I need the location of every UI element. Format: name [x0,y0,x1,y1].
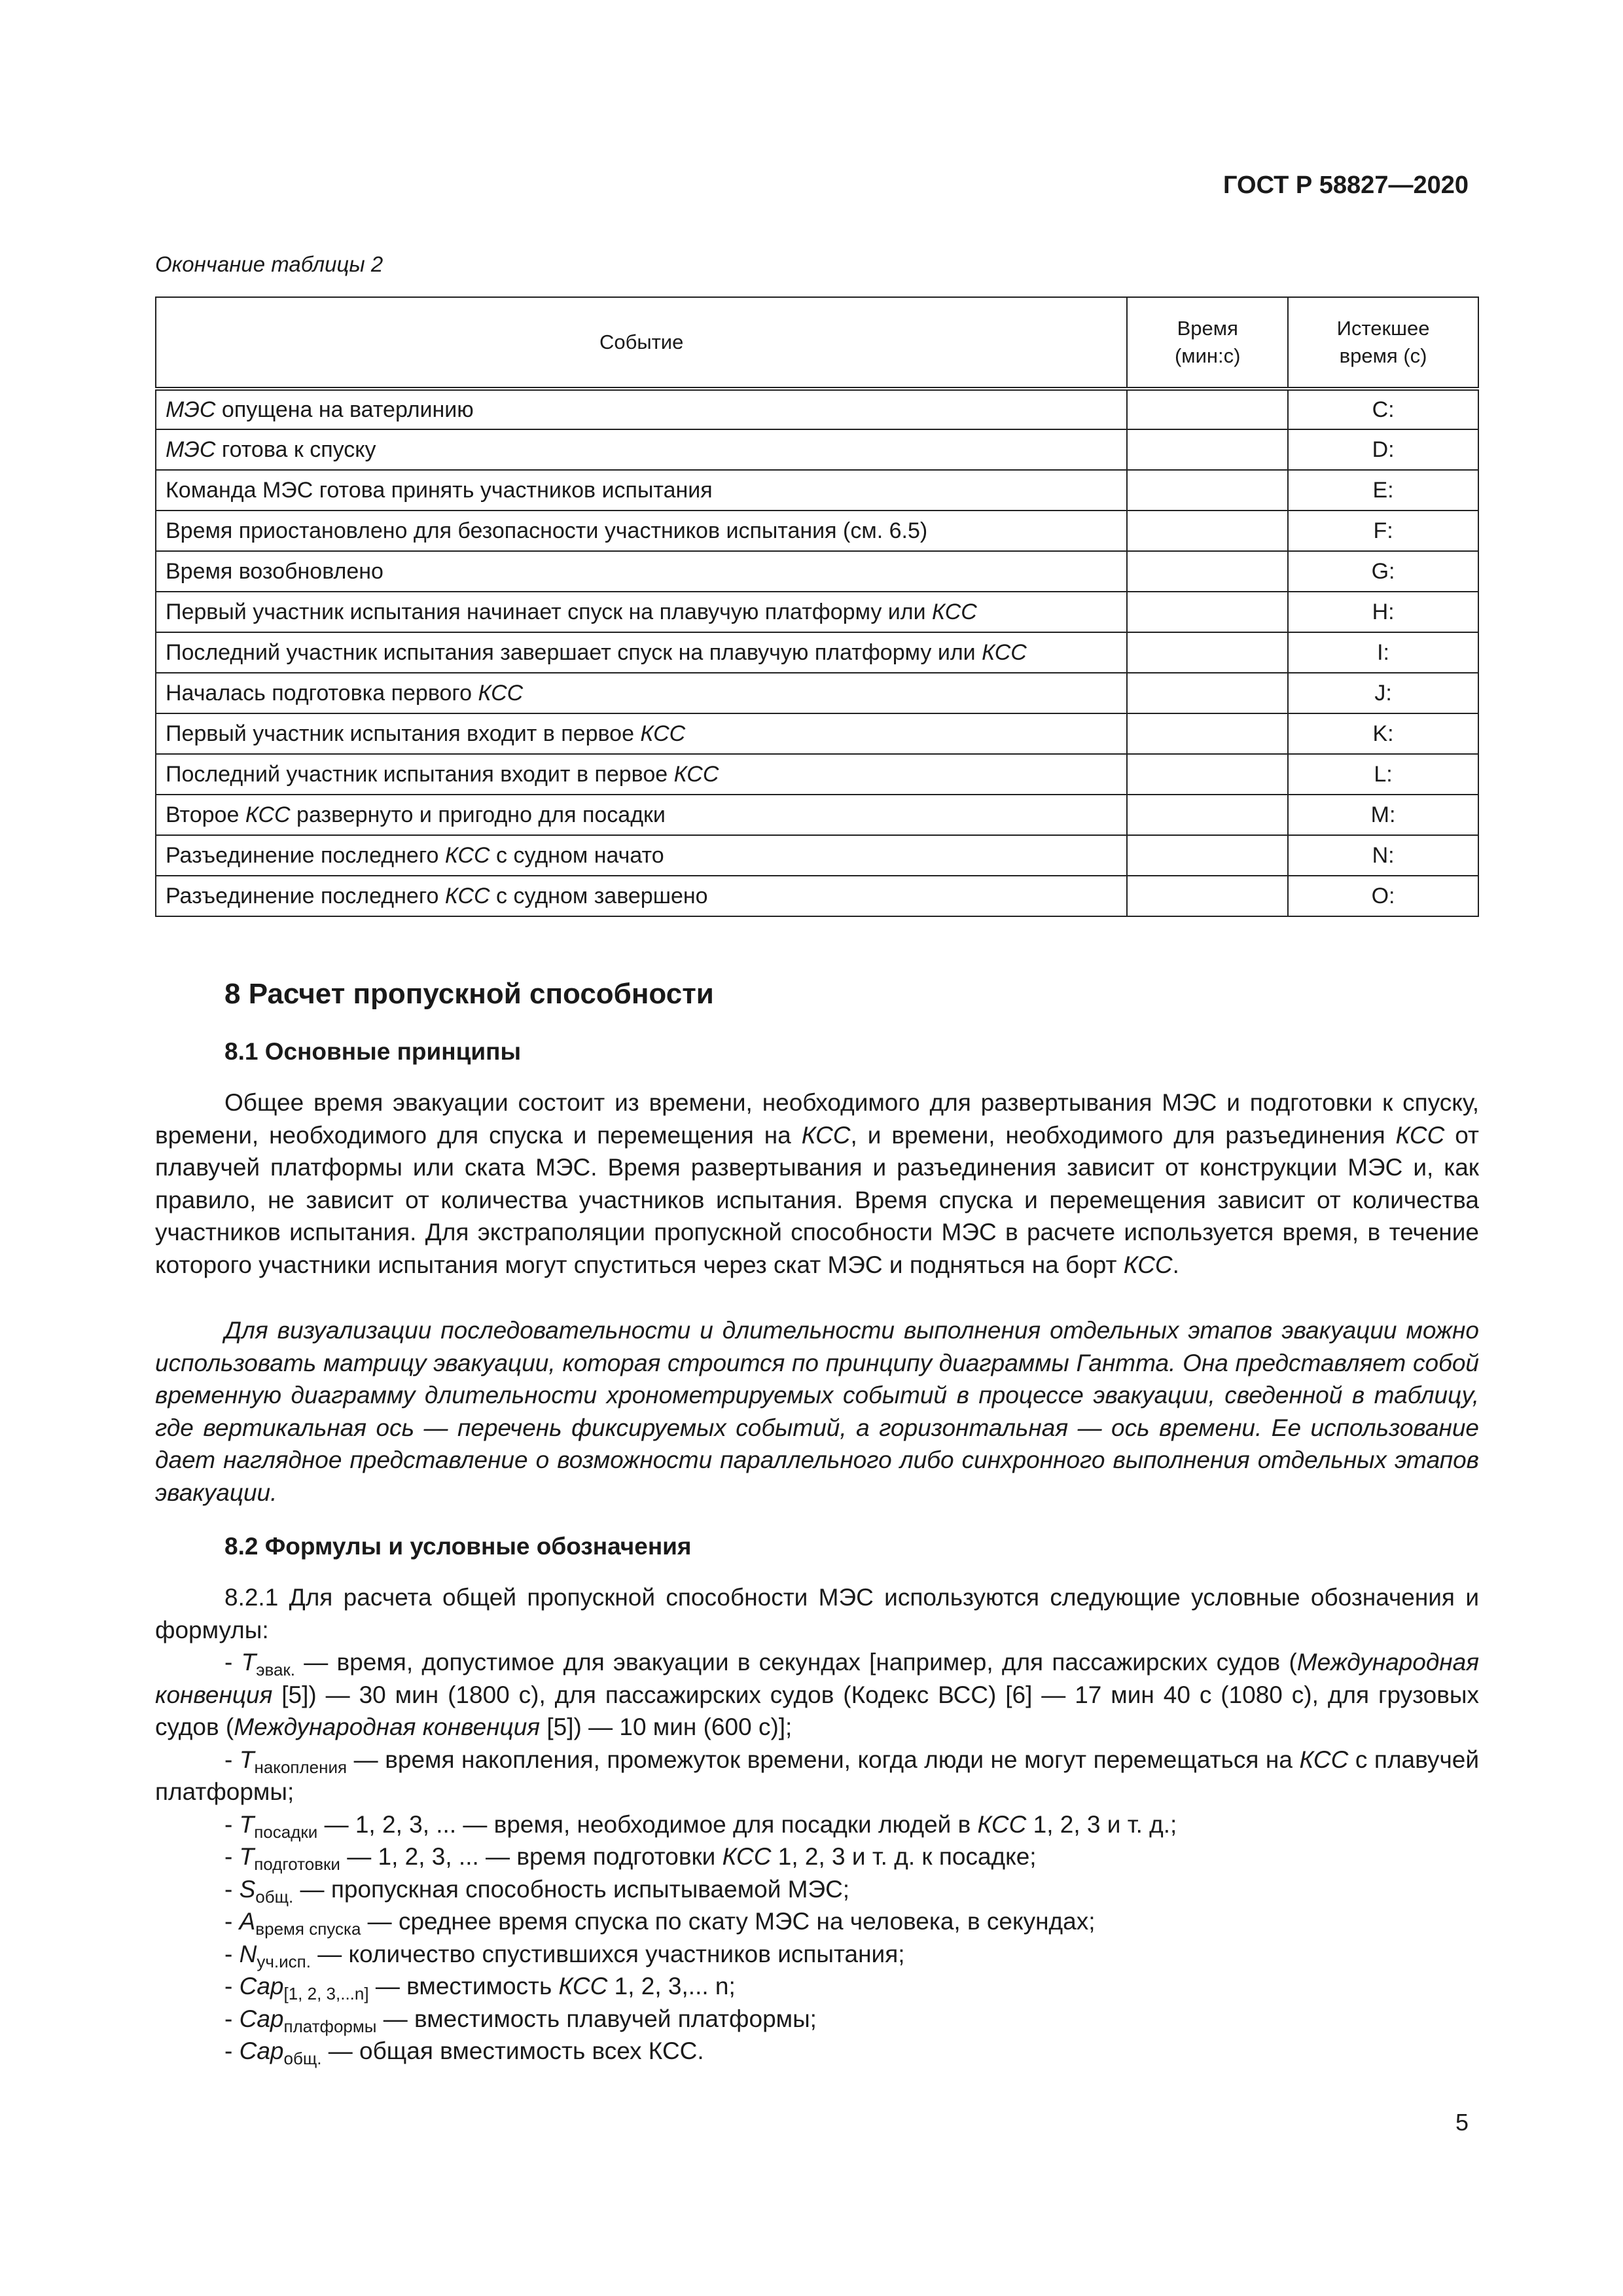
symbol-item: - Cap$_{[1, 2, 3,...n]}$ — вместимость КСС 1, 2, 3,... n; [224,1973,736,2003]
symbol: S [239,1875,256,1903]
document-code: ГОСТ Р 58827—2020 [1223,171,1469,199]
symbol: T [239,1810,255,1838]
symbol-subscript: посадки [254,1821,318,1842]
table-row [156,470,1478,511]
symbol-subscript: [1, 2, 3,...n] [283,1984,369,2003]
time-cell [1127,470,1288,511]
table-header-row [156,297,1478,389]
elapsed-cell: G: [1288,551,1478,592]
time-cell [1127,876,1288,916]
symbol: N [239,1940,257,1967]
symbol: Cap [239,1973,284,2000]
time-cell [1127,592,1288,632]
time-cell [1127,632,1288,673]
table-row [156,795,1478,835]
table-row [156,592,1478,632]
event-cell: Команда МЭС готова принять участников испытания [156,470,1127,511]
elapsed-cell: H: [1288,592,1478,632]
elapsed-cell: K: [1288,713,1478,754]
elapsed-cell: D: [1288,429,1478,470]
symbol-subscript: платформы [283,2016,377,2036]
event-cell: Первый участник испытания начинает спуск на плавучую платформу или КСС [156,592,1127,632]
table-row [156,713,1478,754]
symbol: Cap [239,2037,284,2064]
event-cell: Время приостановлено для безопасности участников испытания (см. 6.5) [156,511,1127,551]
event-cell: Разъединение последнего КСС с судном завершено [156,876,1127,916]
table-row [156,551,1478,592]
time-cell [1127,551,1288,592]
table-body [156,389,1478,916]
symbol: T [239,1843,255,1870]
symbol-subscript: уч.исп. [257,1951,311,1971]
symbol-item: - $T_{посадки}$ — 1, 2, 3, ... — время, необходимое для посадки людей в КСС 1, 2, 3 и т. д.; [224,1810,1177,1842]
symbol-subscript: время спуска [255,1919,361,1939]
event-cell: Последний участник испытания входит в первое КСС [156,754,1127,795]
header-time: Время (мин:с) [1127,297,1288,389]
event-cell: Второе КСС развернуто и пригодно для посадки [156,795,1127,835]
elapsed-cell: C: [1288,389,1478,429]
elapsed-cell: N: [1288,835,1478,876]
symbols-list [155,1646,1479,2068]
elapsed-cell: L: [1288,754,1478,795]
page-number: 5 [1455,2109,1469,2136]
header-event: Событие [156,297,1127,389]
symbol: T [241,1649,257,1676]
symbol-subscript: накопления [254,1757,348,1777]
symbol: A [239,1908,256,1935]
symbol-subscript: общ. [283,2049,322,2068]
symbol-item: - $T_{накопления}$ — время накопления, промежуток времени, когда люди не могут перемещаться на КСС с плавучей платформы; [155,1746,1479,1805]
table-row [156,673,1478,713]
symbol: T [239,1746,255,1773]
elapsed-cell: J: [1288,673,1478,713]
symbol-item: - $T_{эвак.}$ — время, допустимое для эвакуации в секундах [например, для пассажирских судов (Международная конвенция [5]) — 30 мин (1800 с), для пассажирских судов (Кодекс ВСС) [6] — 17 мин 40 с (1080 с), для грузовых судов (Международная конвенция [5]) — 10 мин (600 с)]; [155,1649,1479,1740]
symbol-item: - $T_{подготовки}$ — 1, 2, 3, ... — время подготовки КСС 1, 2, 3 и т. д. к посадке; [224,1843,1037,1874]
symbol-item: - Cap$_{платформы}$ — вместимость плавучей платформы; [224,2005,817,2036]
symbol-subscript: подготовки [254,1854,340,1874]
symbol-item: - $N_{уч.исп.}$ — количество спустившихся участников испытания; [224,1940,905,1971]
table-caption: Окончание таблицы 2 [155,252,383,276]
subsection-title-8-1: 8.1 Основные принципы [224,1038,522,1065]
paragraph-gantt: Для визуализации последовательности и длительности выполнения отдельных этапов эвакуации можно использовать матрицу эвакуации, которая строится по принципу диаграммы Гантта. Она представляет собой временную диаграмму длительности хронометрируемых событий в процессе эвакуации, сведенной в таблицу, где вертикальная ось — перечень фиксируемых событий, а горизонтальная — ось времени. Ее использование дает наглядное представление о возможности параллельного либо синхронного выполнения отдельных этапов эвакуации. [155,1317,1479,1506]
symbol-item: - $A_{время спуска}$ — среднее время спуска по скату МЭС на человека, в секундах; [224,1908,1096,1939]
paragraph-formulas-intro: 8.2.1 Для расчета общей пропускной способности МЭС используются следующие условные обозначения и формулы: [155,1584,1479,1643]
time-cell [1127,754,1288,795]
subsection-title-8-2: 8.2 Формулы и условные обозначения [224,1533,692,1560]
time-cell [1127,389,1288,429]
table-row [156,754,1478,795]
table-row [156,876,1478,916]
time-cell [1127,835,1288,876]
event-cell: МЭС готова к спуску [156,429,1127,470]
elapsed-cell: I: [1288,632,1478,673]
elapsed-cell: M: [1288,795,1478,835]
table-row [156,389,1478,429]
event-cell: Время возобновлено [156,551,1127,592]
time-cell [1127,673,1288,713]
symbol: Cap [239,2005,284,2032]
event-cell: Первый участник испытания входит в первое КСС [156,713,1127,754]
table-row [156,511,1478,551]
table-row [156,632,1478,673]
paragraph-principles: Общее время эвакуации состоит из времени, необходимого для развертывания МЭС и подготовки к спуску, времени, необходимого для спуска и перемещения на КСС, и времени, необходимого для разъединения КСС от плавучей платформы или ската МЭС. Время развертывания и разъединения зависит от конструкции МЭС и, как правило, не зависит от количества участников испытания. Время спуска и перемещения зависит от количества участников испытания. Для экстраполяции пропускной способности МЭС в расчете используется время, в течение которого участники испытания могут спуститься через скат МЭС и подняться на борт КСС. [155,1089,1480,1278]
symbol-item: - Cap$_{общ.}$ — общая вместимость всех КСС. [224,2037,704,2068]
time-cell [1127,429,1288,470]
table-row [156,835,1478,876]
elapsed-cell: O: [1288,876,1478,916]
symbol-item: - $S_{общ.}$ — пропускная способность испытываемой МЭС; [224,1875,850,1907]
time-cell [1127,511,1288,551]
elapsed-cell: E: [1288,470,1478,511]
table-row [156,429,1478,470]
time-cell [1127,795,1288,835]
header-elapsed: Истекшее время (с) [1288,297,1478,389]
symbol-subscript: эвак. [256,1660,296,1679]
section-title: 8 Расчет пропускной способности [224,978,714,1010]
time-cell [1127,713,1288,754]
elapsed-cell: F: [1288,511,1478,551]
event-cell: Началась подготовка первого КСС [156,673,1127,713]
symbol-subscript: общ. [255,1886,294,1907]
event-cell: МЭС опущена на ватерлинию [156,389,1127,429]
event-cell: Разъединение последнего КСС с судном начато [156,835,1127,876]
events-table [155,296,1479,917]
event-cell: Последний участник испытания завершает спуск на плавучую платформу или КСС [156,632,1127,673]
